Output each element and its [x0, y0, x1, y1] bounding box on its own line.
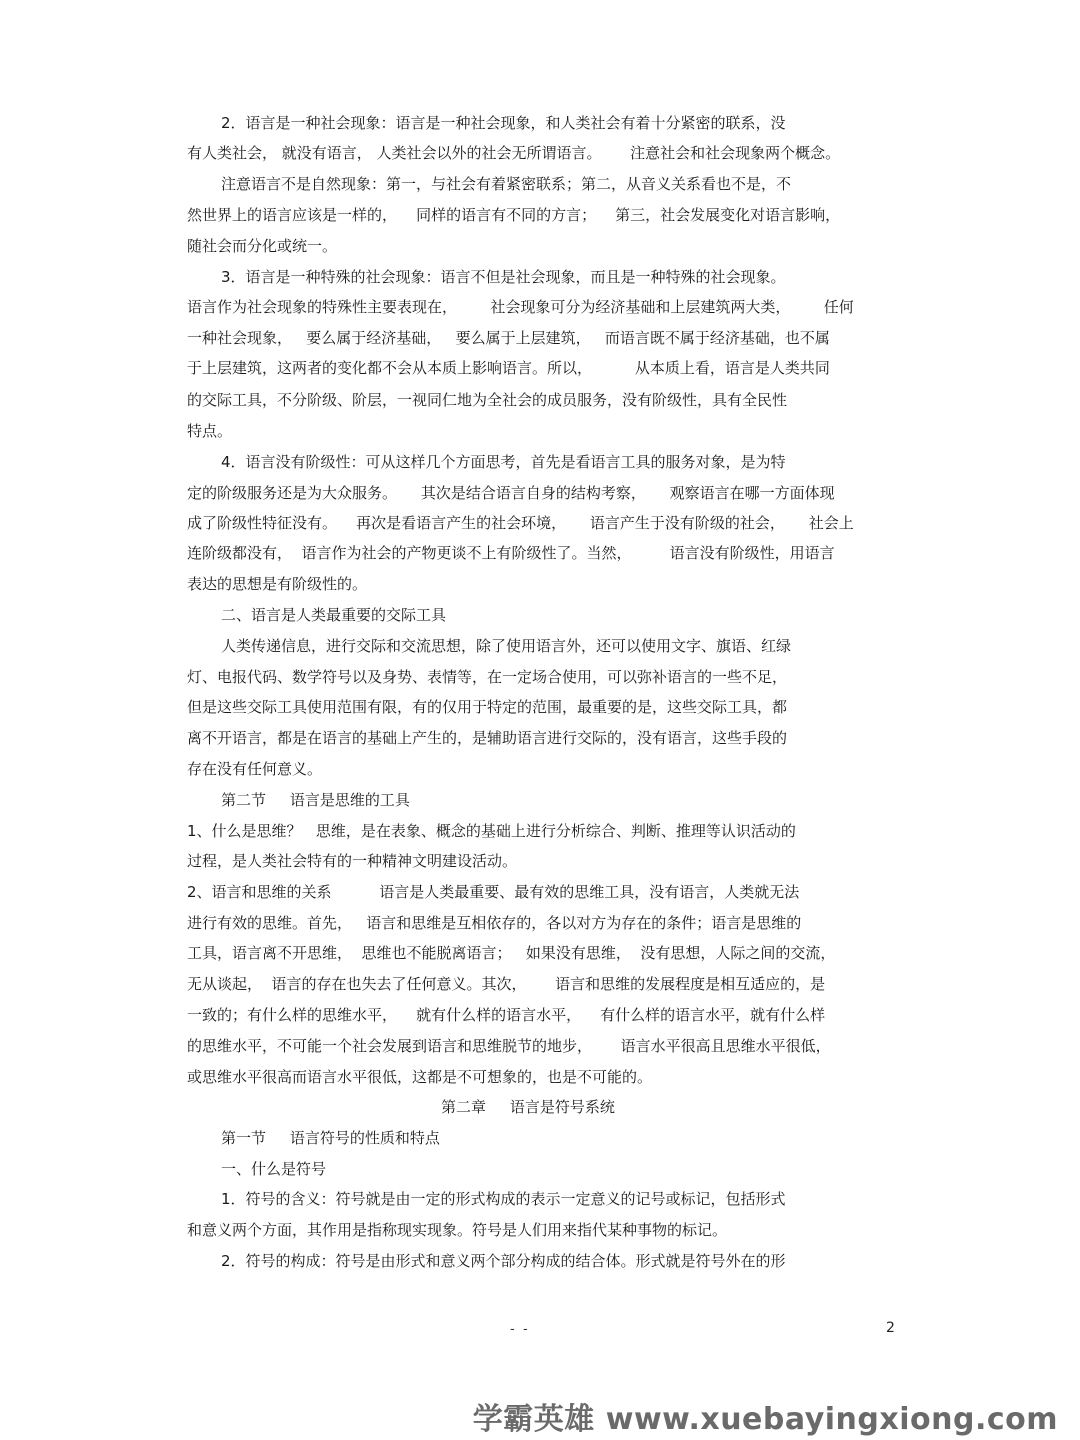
text-line: 注意语言不是自然现象：第一，与社会有着紧密联系；第二，从音义关系看也不是，不	[221, 175, 792, 193]
text-line: 的交际工具，不分阶级、阶层，一视同仁地为全社会的成员服务，没有阶级性，具有全民性	[187, 391, 788, 409]
chapter-heading: 第二章 语言是符号系统	[441, 1098, 615, 1116]
text-line: 2．语言是一种社会现象：语言是一种社会现象，和人类社会有着十分紧密的联系，没	[221, 114, 786, 132]
text-line: 有人类社会， 就没有语言， 人类社会以外的社会无所谓语言。 注意社会和社会现象两个概念。	[187, 144, 841, 162]
text-line: 表达的思想是有阶级性的。	[187, 575, 368, 593]
text-line: 存在没有任何意义。	[187, 760, 323, 778]
text-line: 一致的；有什么样的思维水平， 就有什么样的语言水平， 有什么样的语言水平，就有什么样	[187, 1006, 826, 1024]
text-line: 1、什么是思维？ 思维，是在表象、概念的基础上进行分析综合、判断、推理等认识活动的	[187, 822, 796, 840]
text-line: 或思维水平很高而语言水平很低，这都是不可想象的，也是不可能的。	[187, 1068, 653, 1086]
page-number: 2	[886, 1320, 895, 1336]
text-line: 然世界上的语言应该是一样的， 同样的语言有不同的方言； 第三，社会发展变化对语言影响，	[187, 206, 841, 224]
watermark: 学霸英雄 www.xuebayingxiong.com	[472, 1402, 1058, 1437]
text-line: 语言作为社会现象的特殊性主要表现在， 社会现象可分为经济基础和上层建筑两大类， 任何	[187, 298, 854, 316]
text-line: 随社会而分化或统一。	[187, 237, 338, 255]
text-line: 2、语言和思维的关系 语言是人类最重要、最有效的思维工具，没有语言，人类就无法	[187, 883, 800, 901]
text-line: 3．语言是一种特殊的社会现象：语言不但是社会现象，而且是一种特殊的社会现象。	[221, 268, 786, 286]
text-line: 一种社会现象， 要么属于经济基础， 要么属于上层建筑， 而语言既不属于经济基础，也不属	[187, 329, 830, 347]
section-heading: 二、语言是人类最重要的交际工具	[221, 606, 447, 624]
text-line: 于上层建筑，这两者的变化都不会从本质上影响语言。所以， 从本质上看，语言是人类共同	[187, 359, 830, 377]
text-line: 离不开语言，都是在语言的基础上产生的，是辅助语言进行交际的，没有语言，这些手段的	[187, 729, 788, 747]
text-line: 无从谈起， 语言的存在也失去了任何意义。其次， 语言和思维的发展程度是相互适应的，是	[187, 975, 826, 993]
section-heading: 一、什么是符号	[221, 1160, 327, 1178]
text-line: 1．符号的含义：符号就是由一定的形式构成的表示一定意义的记号或标记，包括形式	[221, 1190, 786, 1208]
section-heading: 第一节 语言符号的性质和特点	[221, 1129, 440, 1147]
text-line: 特点。	[187, 422, 233, 440]
text-line: 进行有效的思维。首先， 语言和思维是互相依存的，各以对方为存在的条件；语言是思维的	[187, 914, 802, 932]
text-line: 成了阶级性特征没有。 再次是看语言产生的社会环境， 语言产生于没有阶级的社会， 社会上	[187, 514, 854, 532]
text-line: 但是这些交际工具使用范围有限，有的仅用于特定的范围，最重要的是，这些交际工具，都	[187, 698, 788, 716]
text-line: 2．符号的构成：符号是由形式和意义两个部分构成的结合体。形式就是符号外在的形	[221, 1252, 786, 1270]
text-line: 过程，是人类社会特有的一种精神文明建设活动。	[187, 852, 518, 870]
text-line: 的思维水平，不可能一个社会发展到语言和思维脱节的地步， 语言水平很高且思维水平很低，	[187, 1037, 831, 1055]
text-line: 连阶级都没有， 语言作为社会的产物更谈不上有阶级性了。当然， 语言没有阶级性，用语言	[187, 544, 835, 562]
footer-dash: - -	[510, 1322, 528, 1337]
text-line: 灯、电报代码、数学符号以及身势、表情等，在一定场合使用，可以弥补语言的一些不足，	[187, 668, 788, 686]
section-heading: 第二节 语言是思维的工具	[221, 791, 410, 809]
text-line: 和意义两个方面，其作用是指称现实现象。符号是人们用来指代某种事物的标记。	[187, 1221, 728, 1239]
text-line: 工具，语言离不开思维， 思维也不能脱离语言； 如果没有思维， 没有思想，人际之间的交流，	[187, 944, 836, 962]
text-line: 4．语言没有阶级性：可从这样几个方面思考，首先是看语言工具的服务对象，是为特	[221, 453, 786, 471]
text-line: 人类传递信息，进行交际和交流思想，除了使用语言外，还可以使用文字、旗语、红绿	[221, 637, 792, 655]
text-line: 定的阶级服务还是为大众服务。 其次是结合语言自身的结构考察， 观察语言在哪一方面体现	[187, 484, 835, 502]
